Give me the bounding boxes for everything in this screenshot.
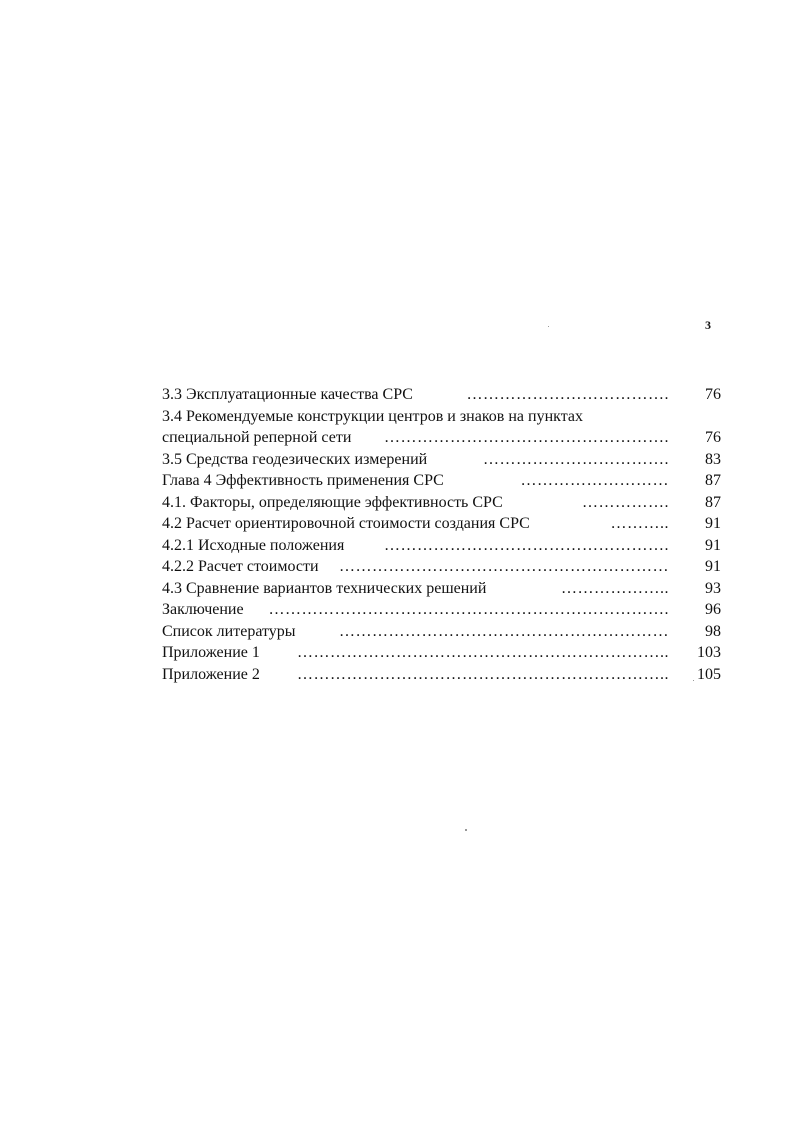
toc-entry <box>162 406 727 428</box>
toc-entry-page: 105 <box>697 665 721 683</box>
toc-entry-page: 87 <box>705 493 721 511</box>
toc-entry-page: 103 <box>697 644 721 661</box>
toc-entry-leaders: ……………………………. <box>483 450 669 468</box>
toc-entry-page: 98 <box>705 622 721 640</box>
toc-entry-page: 76 <box>705 429 721 446</box>
toc-entry-title: 4.2 Расчет ориентировочной стоимости создания СРС <box>162 513 534 535</box>
toc-entry-title: 3.5 Средства геодезических измерений <box>162 449 431 471</box>
scan-speck <box>693 680 694 681</box>
toc-entry-leaders: …………………………………………………… <box>339 622 669 640</box>
toc-entry <box>162 664 727 686</box>
toc-entry-title: 4.2.1 Исходные положения <box>162 535 348 557</box>
scan-speck <box>548 326 549 327</box>
toc-entry-leaders: ……………………………………………. <box>384 536 669 554</box>
toc-entry <box>162 642 727 664</box>
toc-entry <box>162 578 727 600</box>
toc-entry-page: 87 <box>705 472 721 489</box>
toc-entry-page: 93 <box>705 579 721 597</box>
toc-entry-leaders: ……………….. <box>561 579 669 597</box>
toc-entry <box>162 621 727 643</box>
toc-entry-leaders: ……………………… <box>520 472 669 489</box>
toc-entry <box>162 513 727 535</box>
toc-entry <box>162 556 727 578</box>
toc-entry <box>162 470 727 492</box>
toc-entry-title: Список литературы <box>162 621 300 643</box>
toc-entry-page: 76 <box>705 386 721 403</box>
toc-entry-leaders: ……………. <box>582 493 669 511</box>
page-number: 3 <box>705 318 711 332</box>
toc-entry-leaders: ……………………………………………. <box>384 429 669 446</box>
toc-entry-page: 83 <box>705 450 721 468</box>
scan-speck <box>465 829 467 831</box>
toc-entry-page: 91 <box>705 536 721 554</box>
toc-entry-leaders: ……….. <box>610 515 669 532</box>
toc-entry <box>162 535 727 557</box>
toc-entry <box>162 449 727 471</box>
toc-entry-title: 4.2.2 Расчет стоимости <box>162 556 323 578</box>
toc-entry-leaders: …………………………………………………… <box>339 558 669 575</box>
toc-entry-leaders: ………………………………………………………….. <box>297 644 669 661</box>
toc-entry-leaders: ………………………………………………………….. <box>297 665 669 683</box>
toc-entry-title: Приложение 2 <box>162 664 264 686</box>
toc-entry-leaders: ………………………………………………………………. <box>268 601 669 618</box>
toc-entry <box>162 492 727 514</box>
toc-entry-title: 3.3 Эксплуатационные качества СРС <box>162 384 417 406</box>
toc-entry-title: Глава 4 Эффективность применения СРС <box>162 470 448 492</box>
toc-entry <box>162 384 727 406</box>
toc-entry-page: 91 <box>705 558 721 575</box>
table-of-contents <box>162 384 727 685</box>
toc-entry-title: 4.1. Факторы, определяющие эффективность СРС <box>162 492 507 514</box>
toc-entry-page: 91 <box>705 515 721 532</box>
toc-entry-title: Приложение 1 <box>162 642 264 664</box>
toc-entry-leaders: ………………………………. <box>466 386 669 403</box>
toc-entry-title: Заключение <box>162 599 248 621</box>
toc-entry <box>162 427 727 449</box>
toc-entry <box>162 599 727 621</box>
toc-entry-page: 96 <box>705 601 721 618</box>
toc-entry-title: 3.4 Рекомендуемые конструкции центров и знаков на пунктах <box>162 406 587 428</box>
toc-entry-title: 4.3 Сравнение вариантов технических решений <box>162 578 490 600</box>
toc-entry-title: специальной реперной сети <box>162 427 355 449</box>
